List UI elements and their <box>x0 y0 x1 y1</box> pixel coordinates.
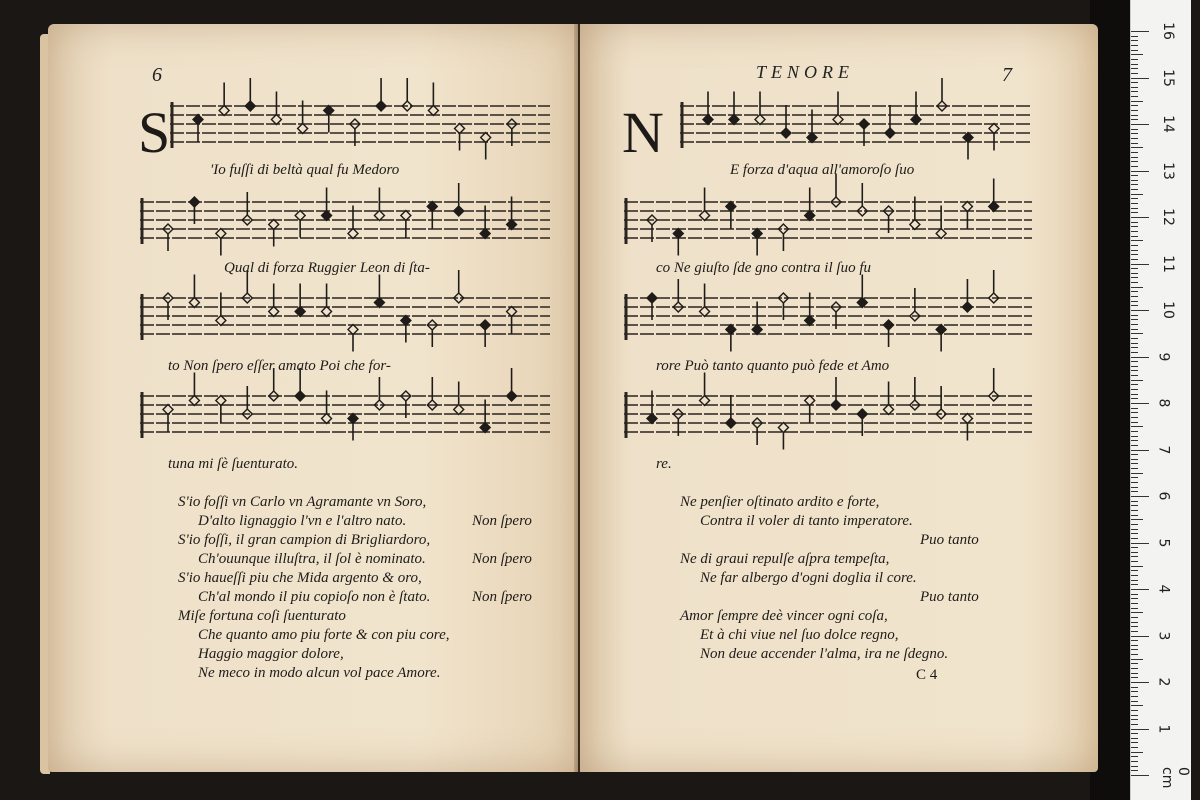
ruler-tick <box>1131 264 1149 265</box>
ruler-tick <box>1131 575 1138 576</box>
ruler-tick <box>1131 124 1149 125</box>
ruler-tick <box>1131 129 1138 130</box>
ruler-tick <box>1131 301 1138 302</box>
ruler-number: 6 <box>1155 491 1172 501</box>
ruler-tick <box>1131 208 1138 209</box>
left-page-number: 6 <box>152 64 162 86</box>
verse-line: Contra il voler di tanto imperatore. <box>700 513 913 529</box>
ruler-tick <box>1131 626 1138 627</box>
right-staff-1 <box>680 96 1032 162</box>
music-note <box>781 105 791 138</box>
ruler-tick <box>1131 682 1149 683</box>
ruler-tick <box>1131 584 1138 585</box>
ruler-tick <box>1131 231 1138 232</box>
ruler-tick <box>1131 259 1138 260</box>
music-note <box>376 78 386 111</box>
ruler-tick <box>1131 82 1138 83</box>
ruler-tick <box>1131 738 1138 739</box>
ruler-tick <box>1131 436 1138 437</box>
music-note <box>805 396 815 423</box>
ruler-tick <box>1131 184 1138 185</box>
ruler-tick <box>1131 143 1138 144</box>
ruler-tick <box>1131 561 1138 562</box>
verse-line: Ne meco in modo alcun vol pace Amore. <box>198 665 441 681</box>
ruler-number: 14 <box>1159 115 1176 133</box>
ruler-tick <box>1131 724 1138 725</box>
music-note <box>805 188 815 221</box>
ruler-tick <box>1131 459 1138 460</box>
ruler-tick <box>1131 603 1138 604</box>
ruler-tick <box>1131 580 1138 581</box>
verse-refrain: Non ſpero <box>472 589 532 605</box>
ruler-number: 16 <box>1159 22 1176 40</box>
ruler-tick <box>1131 203 1138 204</box>
verse-line: Amor ſempre deè vincer ogni coſa, <box>680 608 888 624</box>
ruler-tick <box>1131 45 1138 46</box>
music-note <box>857 275 867 308</box>
music-note <box>454 183 464 216</box>
music-note <box>752 229 762 256</box>
ruler-tick <box>1131 161 1138 162</box>
music-note <box>729 92 739 125</box>
ruler-tick <box>1131 640 1138 641</box>
ruler-tick <box>1131 538 1138 539</box>
ruler-tick <box>1131 756 1138 757</box>
ruler-tick <box>1131 268 1138 269</box>
ruler-tick <box>1131 589 1149 590</box>
ruler-tick <box>1131 761 1138 762</box>
ruler-tick <box>1131 594 1138 595</box>
music-note <box>163 405 173 432</box>
ruler-tick <box>1131 147 1143 148</box>
music-note <box>755 92 765 125</box>
verse-line: Miſe fortuna coſi ſuenturato <box>178 608 346 624</box>
verse-line: S'io foſſi, il gran campion di Brigliardoro, <box>178 532 431 548</box>
ruler-tick <box>1131 31 1149 32</box>
ruler-tick <box>1131 612 1143 613</box>
ruler-tick <box>1131 566 1143 567</box>
ruler-tick <box>1131 496 1149 497</box>
music-note <box>189 373 199 406</box>
ruler-tick <box>1131 431 1138 432</box>
right-staff-2 <box>624 192 1032 258</box>
ruler-tick <box>1131 347 1138 348</box>
verse-line: Ne penſier oſtinato ardito e forte, <box>680 494 880 510</box>
right-staff-3 <box>624 288 1032 354</box>
ruler-tick <box>1131 380 1143 381</box>
verse-line: Che quanto amo piu forte & con piu core, <box>198 627 450 643</box>
left-lyric-1: 'Io fuſſi di beltà qual fu Medoro <box>210 162 400 178</box>
right-lyric-2: co Ne giuſto ſde gno contra il ſuo fu <box>656 260 871 276</box>
ruler-tick <box>1131 175 1138 176</box>
ruler-number: 4 <box>1155 584 1172 594</box>
ruler-number: 2 <box>1155 677 1172 687</box>
music-note <box>322 188 332 221</box>
ruler-tick <box>1131 171 1149 172</box>
music-note <box>348 325 358 352</box>
ruler-tick <box>1131 78 1149 79</box>
ruler-tick <box>1131 394 1138 395</box>
ruler-tick <box>1131 659 1143 660</box>
ruler-tick <box>1131 543 1149 544</box>
ruler-tick <box>1131 180 1138 181</box>
ruler-tick <box>1131 663 1138 664</box>
ruler-tick <box>1131 115 1138 116</box>
voice-part-header: TENORE <box>756 62 855 82</box>
ruler-tick <box>1131 422 1138 423</box>
ruler-tick <box>1131 598 1138 599</box>
ruler-tick <box>1131 157 1138 158</box>
ruler-tick <box>1131 631 1138 632</box>
music-note <box>673 229 683 256</box>
ruler-tick <box>1131 194 1143 195</box>
ruler-tick <box>1131 524 1138 525</box>
ruler-number: 7 <box>1155 445 1172 454</box>
music-note <box>726 325 736 352</box>
music-note <box>726 395 736 428</box>
ruler-tick <box>1131 710 1138 711</box>
ruler-tick <box>1131 119 1138 120</box>
ruler-tick <box>1131 310 1149 311</box>
ruler-number: 1 <box>1155 724 1172 733</box>
ruler-tick <box>1131 775 1149 776</box>
ruler-tick <box>1131 105 1138 106</box>
open-book <box>48 24 1098 776</box>
ruler-tick <box>1131 366 1138 367</box>
ruler-tick <box>1131 556 1138 557</box>
left-initial-letter: S <box>138 100 171 165</box>
music-note <box>374 188 384 221</box>
ruler-tick <box>1131 617 1138 618</box>
signature-mark: C 4 <box>916 667 938 683</box>
ruler-tick <box>1131 40 1138 41</box>
ruler-tick <box>1131 338 1138 339</box>
ruler-tick <box>1131 403 1149 404</box>
music-note <box>778 423 788 450</box>
ruler-tick <box>1131 705 1143 706</box>
ruler-tick <box>1131 291 1138 292</box>
music-note <box>700 373 710 406</box>
ruler-tick <box>1131 608 1138 609</box>
ruler-tick <box>1131 166 1138 167</box>
verse-refrain: Puo tanto <box>920 589 979 605</box>
music-note <box>322 284 332 317</box>
ruler-tick <box>1131 91 1138 92</box>
ruler-tick <box>1131 319 1138 320</box>
verse-line: Ne far albergo d'ogni doglia il core. <box>700 570 917 586</box>
ruler-tick <box>1131 68 1138 69</box>
music-note <box>324 106 334 133</box>
ruler-tick <box>1131 389 1138 390</box>
verse-line: Ch'ouunque illuſtra, il ſol è nominato. <box>198 551 426 567</box>
ruler-number: 15 <box>1159 68 1176 87</box>
music-note <box>269 220 279 247</box>
ruler-number: 10 <box>1159 301 1176 319</box>
music-note <box>295 211 305 238</box>
ruler-tick <box>1131 445 1138 446</box>
ruler-tick <box>1131 733 1138 734</box>
ruler-tick <box>1131 287 1143 288</box>
ruler-tick <box>1131 529 1138 530</box>
music-note <box>454 382 464 415</box>
ruler-tick <box>1131 463 1138 464</box>
ruler-tick <box>1131 533 1138 534</box>
right-staff-4 <box>624 386 1032 452</box>
ruler-tick <box>1131 636 1149 637</box>
ruler-tick <box>1131 101 1143 102</box>
music-note <box>507 368 517 401</box>
right-initial-letter: N <box>622 100 664 165</box>
ruler-number: 11 <box>1159 254 1176 273</box>
ruler-tick <box>1131 352 1138 353</box>
music-note <box>216 229 226 256</box>
ruler-tick <box>1131 357 1149 358</box>
ruler-number: 0 cm <box>1159 767 1191 789</box>
right-page <box>580 24 1098 772</box>
music-note <box>193 115 203 142</box>
ruler-tick <box>1131 273 1138 274</box>
ruler-tick <box>1131 440 1138 441</box>
music-note <box>989 179 999 212</box>
ruler-tick <box>1131 747 1138 748</box>
music-note <box>726 202 736 229</box>
verse-refrain: Non ſpero <box>472 513 532 529</box>
verse-line: Non deue accender l'alma, ira ne ſdegno. <box>700 646 949 662</box>
ruler-tick <box>1131 450 1149 451</box>
ruler-tick <box>1131 696 1138 697</box>
ruler-tick <box>1131 505 1138 506</box>
ruler-tick <box>1131 501 1138 502</box>
ruler-tick <box>1131 87 1138 88</box>
ruler-tick <box>1131 668 1138 669</box>
ruler-tick <box>1131 329 1138 330</box>
left-staff-2 <box>140 192 550 258</box>
ruler-number: 8 <box>1155 398 1172 408</box>
music-note <box>507 307 517 334</box>
ruler-tick <box>1131 59 1138 60</box>
music-note <box>401 316 411 343</box>
music-note <box>427 202 437 229</box>
ruler-tick <box>1131 370 1138 371</box>
ruler-tick <box>1131 133 1138 134</box>
music-note <box>245 78 255 111</box>
ruler-tick <box>1131 454 1138 455</box>
ruler-tick <box>1131 296 1138 297</box>
right-lyric-1: E forza d'aqua all'amoroſo ſuo <box>730 162 915 178</box>
music-note <box>885 105 895 138</box>
ruler-tick <box>1131 110 1138 111</box>
left-page <box>48 24 578 772</box>
ruler-tick <box>1131 50 1138 51</box>
ruler-tick <box>1131 701 1138 702</box>
ruler-tick <box>1131 217 1149 218</box>
ruler-tick <box>1131 770 1138 771</box>
music-note <box>936 325 946 352</box>
ruler-tick <box>1131 547 1138 548</box>
left-staff-3 <box>140 288 550 354</box>
ruler-tick <box>1131 315 1138 316</box>
ruler-tick <box>1131 510 1138 511</box>
music-note <box>428 83 438 116</box>
music-note <box>295 284 305 317</box>
music-note <box>703 92 713 125</box>
verse-line: S'io haueſſi piu che Mida argento & oro, <box>178 570 422 586</box>
music-note <box>962 279 972 312</box>
ruler-tick <box>1131 361 1138 362</box>
music-note <box>700 284 710 317</box>
music-note <box>189 275 199 308</box>
ruler-tick <box>1131 36 1138 37</box>
ruler-tick <box>1131 226 1138 227</box>
right-lyric-4: re. <box>656 456 672 472</box>
verse-refrain: Non ſpero <box>472 551 532 567</box>
music-note <box>911 92 921 125</box>
ruler-tick <box>1131 375 1138 376</box>
ruler-tick <box>1131 473 1143 474</box>
music-note <box>219 83 229 116</box>
music-note <box>374 275 384 308</box>
right-lyric-3: rore Può tanto quanto può fede et Amo <box>656 358 890 374</box>
ruler-tick <box>1131 384 1138 385</box>
verse-line: Ne di graui repulſe aſpra tempeſta, <box>680 551 890 567</box>
music-note <box>271 92 281 125</box>
ruler-tick <box>1131 654 1138 655</box>
ruler-tick <box>1131 240 1143 241</box>
ruler-tick <box>1131 282 1138 283</box>
ruler-tick <box>1131 222 1138 223</box>
ruler-tick <box>1131 552 1138 553</box>
music-note <box>216 396 226 423</box>
ruler-tick <box>1131 189 1138 190</box>
ruler-tick <box>1131 343 1138 344</box>
music-note <box>833 92 843 125</box>
ruler-tick <box>1131 64 1138 65</box>
ruler-tick <box>1131 426 1143 427</box>
measuring-ruler <box>1130 0 1191 800</box>
ruler-tick <box>1131 766 1138 767</box>
ruler-tick <box>1131 673 1138 674</box>
left-lyric-2: Qual di forza Ruggier Leon di ſta- <box>224 260 430 276</box>
ruler-tick <box>1131 622 1138 623</box>
verse-line: Haggio maggior dolore, <box>198 646 344 662</box>
verse-refrain: Puo tanto <box>920 532 979 548</box>
ruler-tick <box>1131 398 1138 399</box>
ruler-tick <box>1131 752 1143 753</box>
ruler-tick <box>1131 715 1138 716</box>
ruler-tick <box>1131 729 1149 730</box>
ruler-tick <box>1131 687 1138 688</box>
ruler-tick <box>1131 519 1143 520</box>
ruler-tick <box>1131 412 1138 413</box>
right-page-number: 7 <box>1002 64 1012 86</box>
ruler-tick <box>1131 236 1138 237</box>
ruler-tick <box>1131 152 1138 153</box>
ruler-tick <box>1131 333 1143 334</box>
ruler-tick <box>1131 254 1138 255</box>
ruler-tick <box>1131 482 1138 483</box>
ruler-tick <box>1131 324 1138 325</box>
music-note <box>455 124 465 151</box>
ruler-tick <box>1131 477 1138 478</box>
ruler-tick <box>1131 468 1138 469</box>
ruler-tick <box>1131 742 1138 743</box>
ruler-number: 5 <box>1155 538 1172 547</box>
music-note <box>481 133 491 160</box>
ruler-tick <box>1131 691 1138 692</box>
music-note <box>269 284 279 317</box>
music-note <box>962 414 972 441</box>
left-staff-4 <box>140 386 550 452</box>
ruler-number: 12 <box>1159 208 1176 226</box>
music-note <box>963 133 973 160</box>
ruler-tick <box>1131 96 1138 97</box>
ruler-tick <box>1131 491 1138 492</box>
ruler-tick <box>1131 138 1138 139</box>
ruler-tick <box>1131 408 1138 409</box>
ruler-tick <box>1131 487 1138 488</box>
ruler-tick <box>1131 73 1138 74</box>
ruler-tick <box>1131 570 1138 571</box>
ruler-tick <box>1131 250 1138 251</box>
ruler-tick <box>1131 649 1138 650</box>
music-note <box>348 414 358 441</box>
ruler-tick <box>1131 417 1138 418</box>
ruler-tick <box>1131 515 1138 516</box>
ruler-tick <box>1131 212 1138 213</box>
ruler-tick <box>1131 305 1138 306</box>
music-note <box>962 202 972 229</box>
verse-line: D'alto lignaggio l'vn e l'altro nato. <box>198 513 407 529</box>
ruler-number: 9 <box>1155 352 1172 361</box>
music-note <box>989 124 999 151</box>
ruler-tick <box>1131 198 1138 199</box>
ruler-tick <box>1131 277 1138 278</box>
music-note <box>700 188 710 221</box>
music-note <box>831 377 841 410</box>
left-lyric-4: tuna mi ſè ſuenturato. <box>168 456 298 472</box>
ruler-tick <box>1131 677 1138 678</box>
verse-line: S'io foſſi vn Carlo vn Agramante vn Soro, <box>178 494 427 510</box>
left-lyric-3: to Non ſpero eſſer amato Poi che for- <box>168 358 391 374</box>
ruler-tick <box>1131 54 1143 55</box>
music-note <box>884 382 894 415</box>
ruler-tick <box>1131 245 1138 246</box>
ruler-number: 3 <box>1155 631 1172 640</box>
ruler-number: 13 <box>1159 161 1176 180</box>
ruler-tick <box>1131 645 1138 646</box>
ruler-tick <box>1131 719 1138 720</box>
left-staff-1 <box>170 96 550 162</box>
verse-line: Et à chi viue nel ſuo dolce regno, <box>700 627 899 643</box>
verse-line: Ch'al mondo il piu copioſo non è ſtato. <box>198 589 431 605</box>
music-note <box>401 211 411 238</box>
